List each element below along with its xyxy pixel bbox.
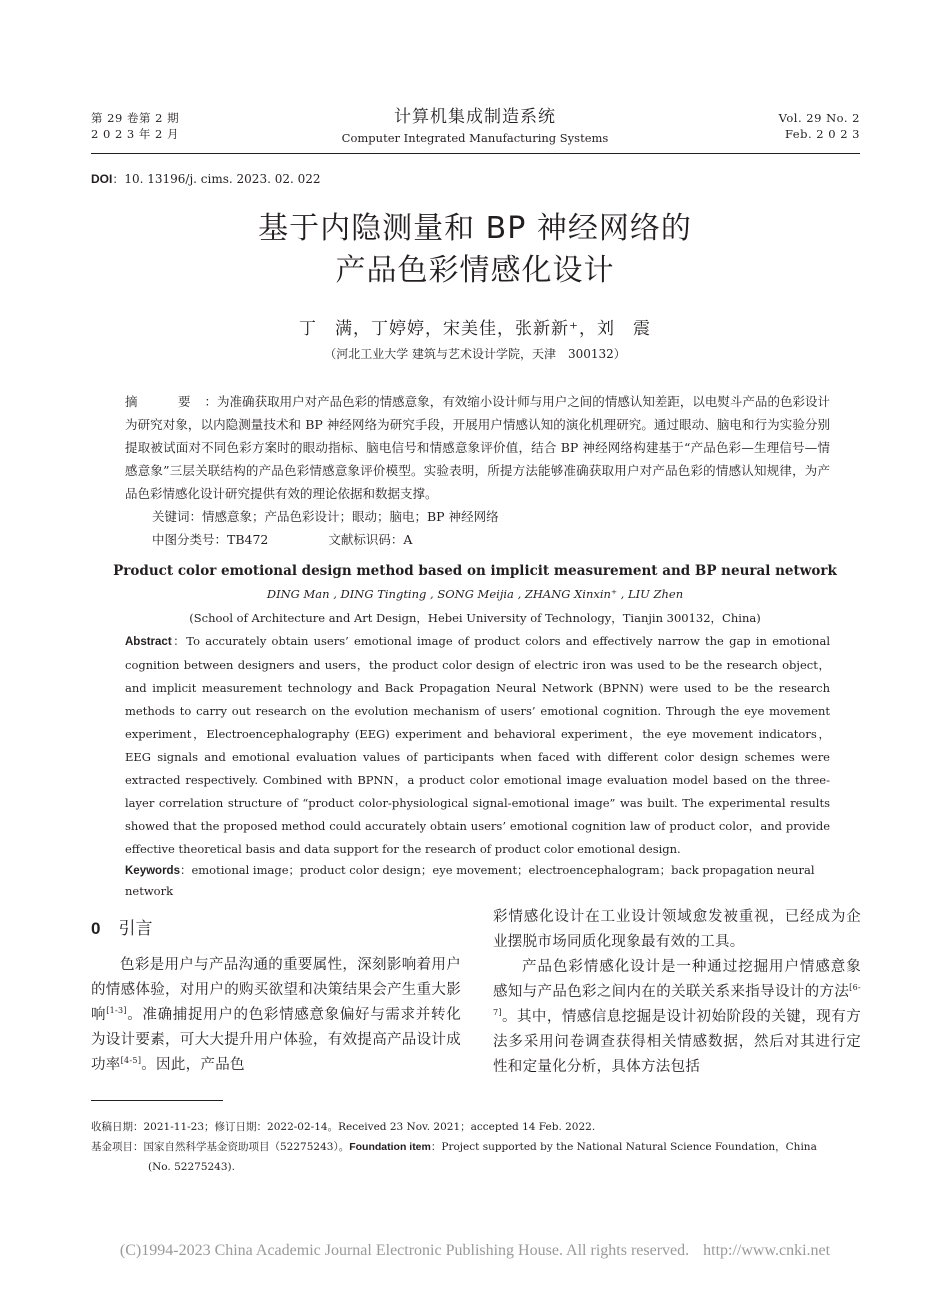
body-text: 。其中，情感信息挖掘是设计初始阶段的关键，现有方法多采用问卷调查获得相关情感数据，然后对其进行定性和定量化分析，具体方法包括 <box>493 1009 861 1075</box>
title-line-2: 产品色彩情感化设计 <box>335 253 615 288</box>
header-date-en: Feb. 2 0 2 3 <box>784 127 860 141</box>
doi-value: ：10. 13196/j. cims. 2023. 02. 022 <box>112 172 321 186</box>
doi-line <box>91 170 321 187</box>
funding-cn: 基金项目：国家自然科学基金资助项目（52275243）。 <box>91 1141 350 1153</box>
abstract-cn-text: ：为准确获取用户对产品色彩的情感意象，有效缩小设计师与用户之间的情感认知差距，以电熨斗产品的色彩设计为研究对象，以内隐测量技术和 BP 神经网络为研究手段，开展用户情感认知的演化机理研究。通过眼动、脑电和行为实验分别提取被试面对不同色彩方案时的眼动指标、脑电信号和情感意象评价值，结合 BP 神经网络构建基于“产品色彩—生理信号—情感意象”三层关联结构的产品色彩情感意象评价模型。实验表明，所提方法能够准确获取用户对产品色彩的情感认知规律，为产品色彩情感化设计研究提供有效的理论依据和数据支撑。 <box>125 394 830 501</box>
abstract-cn <box>125 390 830 505</box>
funding-en-text: ：Project supported by the National Natural Science Foundation，China <box>430 1141 817 1153</box>
section-number: 0 <box>91 919 101 938</box>
english-keywords-text: ：emotional image；product color design；eye movement；electroencephalogram；back propagation neural network <box>125 863 815 898</box>
authors-cn: 丁 满，丁婷婷，宋美佳，张新新⁺，刘 震 <box>299 319 651 339</box>
header-volume-issue-cn <box>91 110 179 142</box>
section-heading <box>91 917 461 941</box>
header-volume-cn: 第 29 卷第 2 期 <box>91 111 180 125</box>
body-text: 。准确捕捉用户的色彩情感意象偏好与需求并转化为设计要素，可大大提升用户体验，有效提高产品设计成功率 <box>91 1007 461 1073</box>
header-volume-en: Vol. 29 No. 2 <box>778 111 860 125</box>
journal-name-en: Computer Integrated Manufacturing Systems <box>341 131 609 145</box>
document-code: 文献标识码：A <box>328 532 413 547</box>
body-paragraph <box>493 955 861 1080</box>
clc-number: 中图分类号：TB472 <box>152 532 269 547</box>
english-authors: DING Man , DING Tingting , SONG Meijia , ZHANG Xinxin⁺ , LIU Zhen <box>266 587 684 601</box>
body-text: 色彩是用户与产品沟通的重要属性，深刻影响着用户的情感体验，对用户的购买欲望和决策结果会产生重大影响 <box>91 957 461 1023</box>
body-text: 产品色彩情感化设计是一种通过挖掘用户情感意象感知与产品色彩之间内在的关联关系来指导设计的方法 <box>493 959 861 1000</box>
english-keywords-label: Keywords <box>125 865 180 877</box>
english-keywords <box>125 860 830 901</box>
citation-ref[interactable]: [4-5] <box>120 1056 142 1066</box>
english-abstract-text: ：To accurately obtain users’ emotional image of product colors and effectively narrow the gap in emotional cognition between designers and users，the product color design of electric iron was used to be the research object，and implicit measurement technology and Back Propagation Neural Network (BPNN) were used to be the research methods to carry out research on the evolution mechanism of users’ emotional cognition. Through the eye movement experiment，Electroencephalography (EEG) experiment and behavioral experiment，the eye movement indicators，EEG signals and emotional evaluation values of participants when faced with different color design schemes were extracted respectively. Combined with BPNN，a product color emotional image evaluation model based on the three-layer correlation structure of “product color-physiological signal-emotional image” was built. The experimental results showed that the proposed method could accurately obtain users’ emotional cognition law of product color，and provide effective theoretical basis and data support for the research of product color emotional design. <box>125 634 830 856</box>
english-abstract-label: Abstract <box>125 636 172 648</box>
paper-title <box>120 208 830 292</box>
abstract-cn-label: 摘 要 <box>125 394 205 409</box>
body-paragraph <box>91 953 461 1078</box>
funding-en-label: Foundation item <box>349 1141 431 1153</box>
copyright-text: (C)1994-2023 China Academic Journal Electronic Publishing House. All rights reserved. <box>119 1242 690 1259</box>
doi-label: DOI <box>91 172 113 186</box>
citation-ref[interactable]: [6-7] <box>493 983 861 1018</box>
english-abstract <box>125 630 830 861</box>
funding-line <box>91 1137 861 1157</box>
body-paragraph: 彩情感化设计在工业设计领域愈发被重视，已经成为企业摆脱市场同质化现象最有效的工具。 <box>493 909 861 950</box>
header-date-cn: 2 0 2 3 年 2 月 <box>91 127 180 141</box>
body-text: 。因此，产品色 <box>141 1057 245 1073</box>
body-left-column <box>91 905 461 1078</box>
classification-line <box>152 530 412 550</box>
keywords-cn: 关键词：情感意象；产品色彩设计；眼动；脑电；BP 神经网络 <box>152 509 499 524</box>
received-dates: 收稿日期：2021-11-23；修订日期：2022-02-14。Received 23 Nov. 2021；accepted 14 Feb. 2022. <box>91 1121 596 1133</box>
citation-ref[interactable]: [1-3] <box>106 1006 127 1016</box>
cnki-link[interactable]: http://www.cnki.net <box>703 1242 831 1259</box>
body-right-column <box>493 905 861 1080</box>
header-journal <box>300 106 650 146</box>
header-rule <box>91 153 860 154</box>
journal-name-cn: 计算机集成制造系统 <box>394 107 556 127</box>
title-line-1: 基于内隐测量和 BP 神经网络的 <box>258 211 692 246</box>
copyright-notice <box>0 1242 950 1260</box>
header-volume-issue-en <box>779 110 860 142</box>
footnotes <box>91 1117 861 1177</box>
section-title: 引言 <box>118 919 153 939</box>
footnote-rule <box>91 1100 223 1101</box>
english-title: Product color emotional design method based on implicit measurement and BP neural network <box>113 563 837 579</box>
english-affiliation: (School of Architecture and Art Design，Hebei University of Technology，Tianjin 300132，China) <box>189 611 761 625</box>
affiliation-cn: （河北工业大学 建筑与艺术设计学院，天津 300132） <box>324 347 626 361</box>
funding-continuation: (No. 52275243). <box>148 1161 235 1173</box>
